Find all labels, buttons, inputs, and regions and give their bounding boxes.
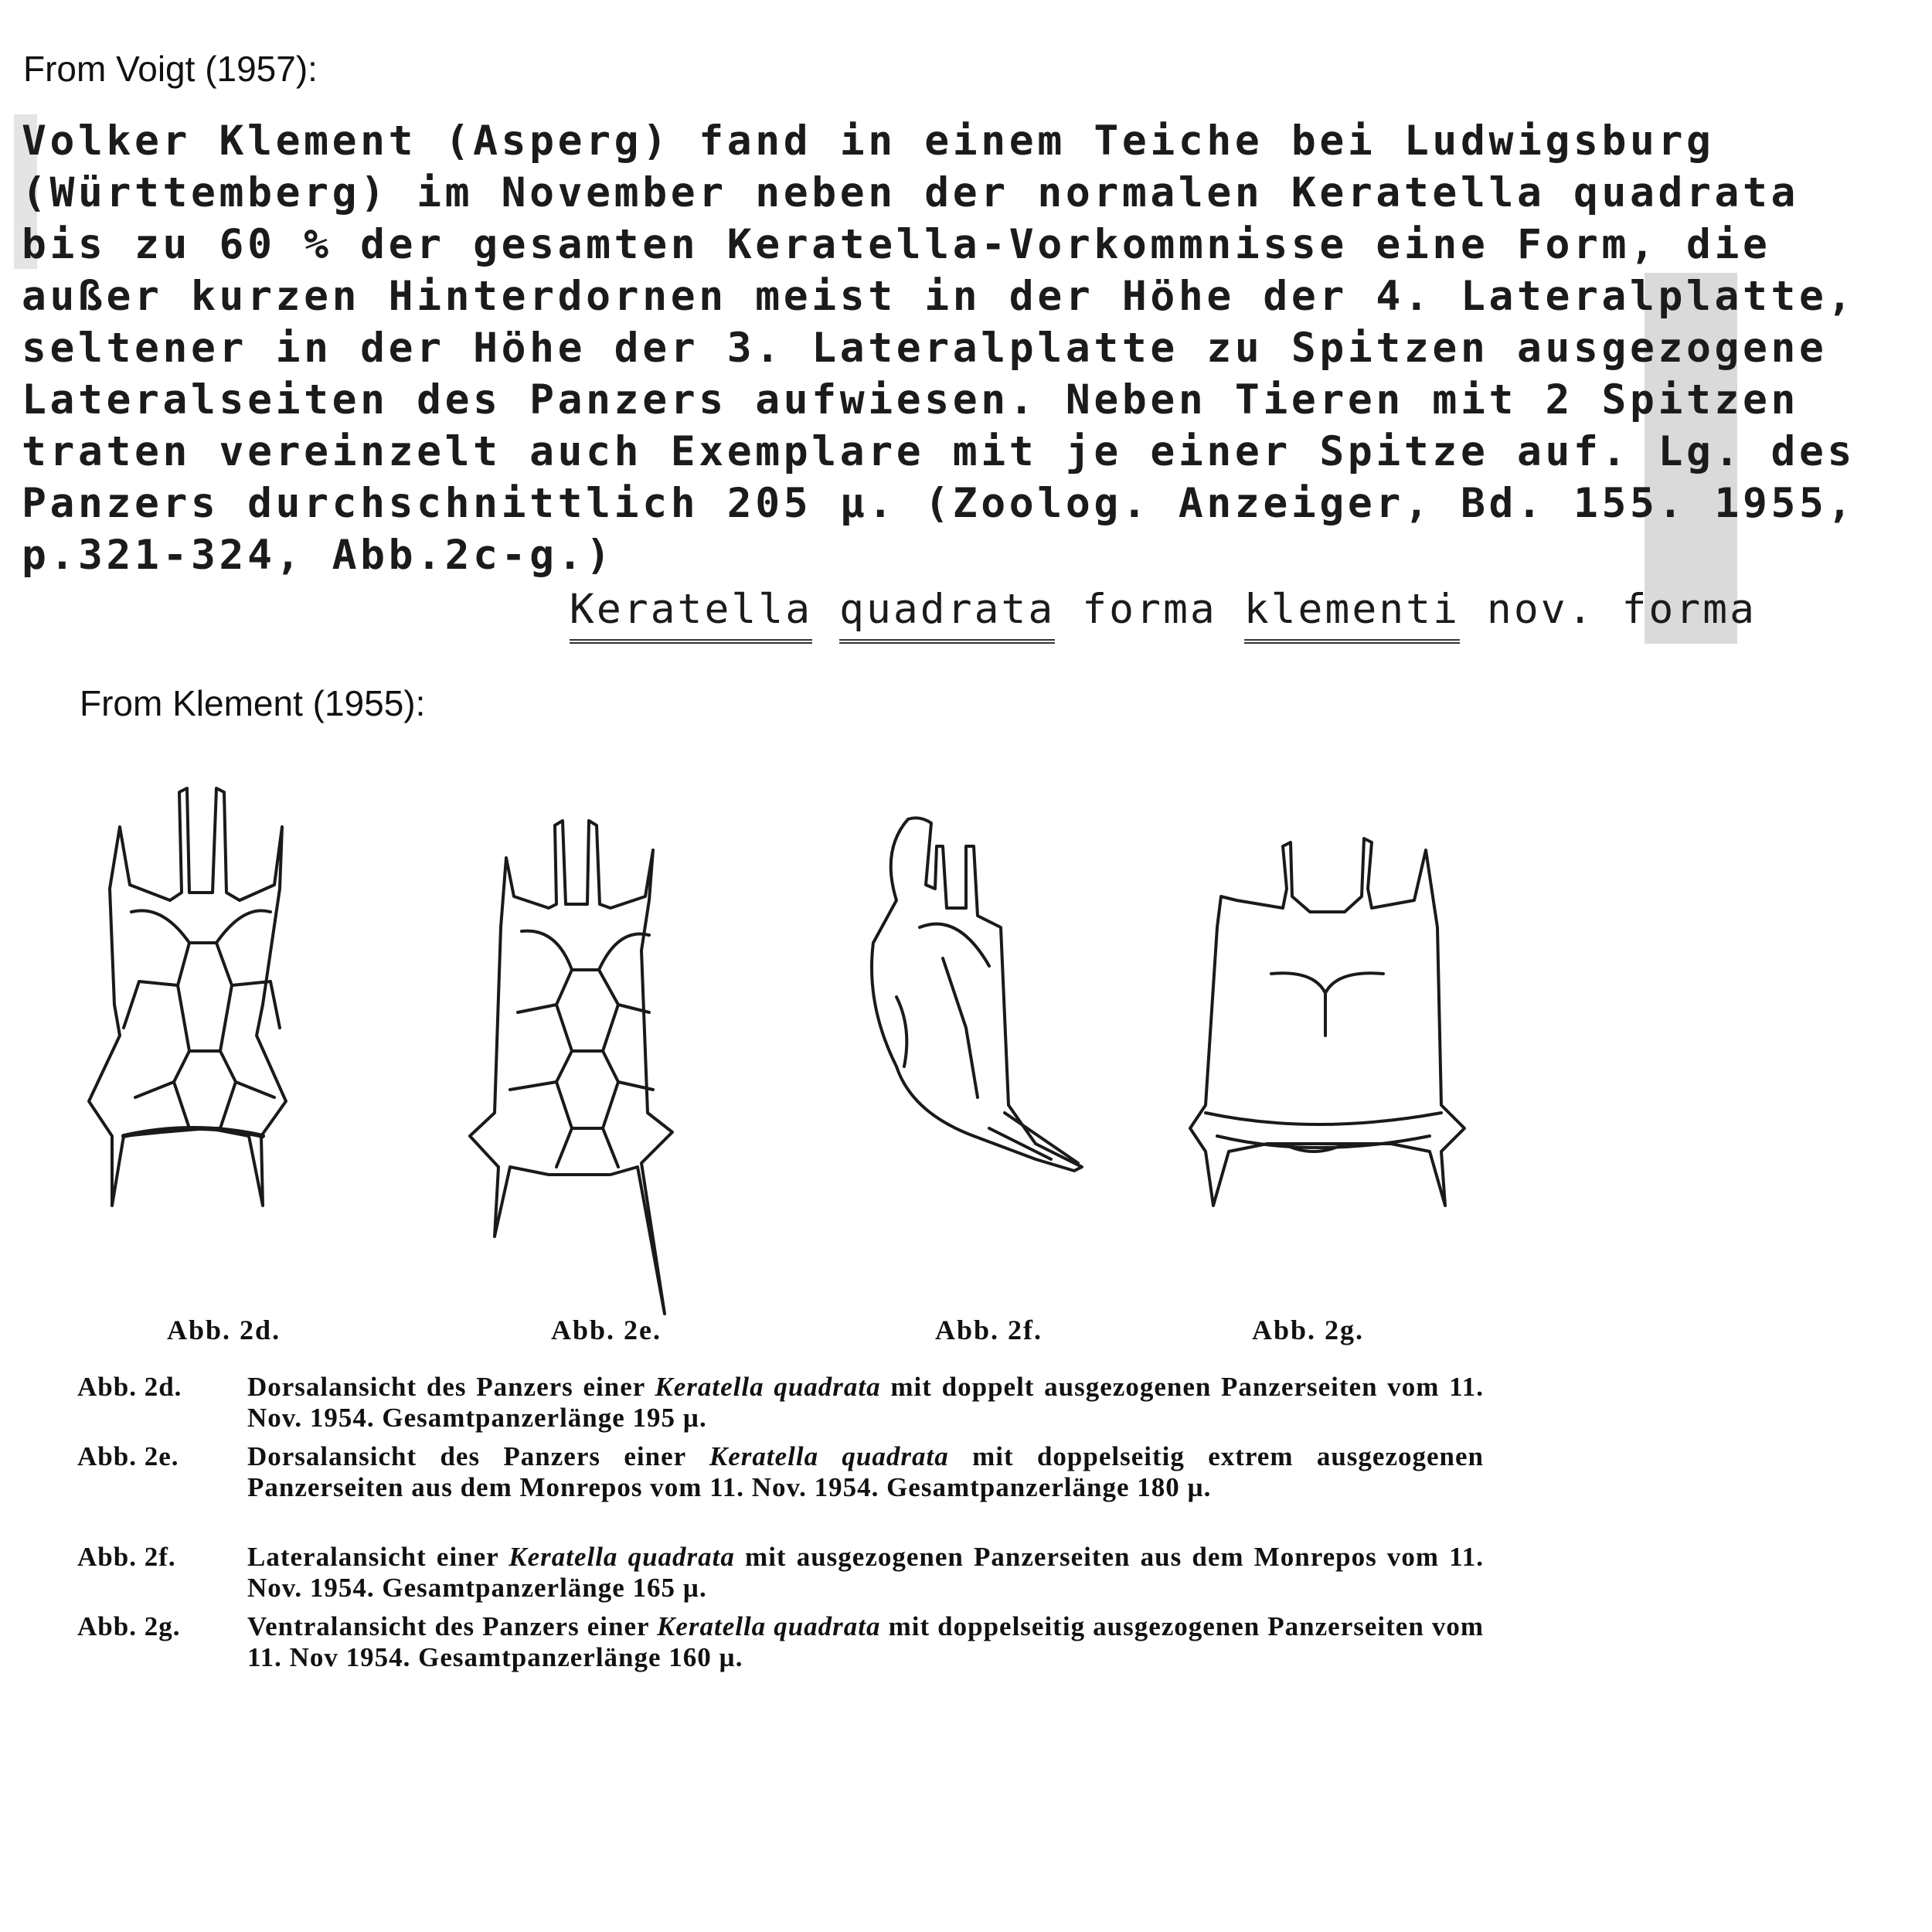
caption-2f-pre: Lateralansicht einer	[247, 1542, 509, 1572]
caption-2e	[77, 1441, 1484, 1503]
voigt-scan-block	[14, 114, 1856, 671]
caption-2f-post: mit ausgezogenen Panzerseiten aus dem Monrepos vom 11. Nov. 1954. Gesamtpanzerlänge 165 µ.	[247, 1542, 1484, 1603]
caption-2d-pre: Dorsalansicht des Panzers einer	[247, 1372, 655, 1402]
voigt-line-7: traten vereinzelt auch Exemplare mit je einer Spitze auf. Lg. des	[22, 428, 1856, 475]
caption-2g-head: Abb. 2g.	[77, 1611, 181, 1641]
caption-2e-post: mit doppelseitig extrem ausgezogenen Panzerseiten aus dem Monrepos vom 11. Nov. 1954. Gesamtpanzerlänge 180 µ.	[247, 1441, 1484, 1502]
figure-2g-drawing	[1190, 838, 1464, 1206]
voigt-line-8: Panzers durchschnittlich 205 µ. (Zoolog. Anzeiger, Bd. 155. 1955,	[22, 480, 1856, 527]
caption-2f-head: Abb. 2f.	[77, 1542, 176, 1572]
voigt-line-3: bis zu 60 % der gesamten Keratella-Vorkommnisse eine Form, die	[22, 221, 1771, 268]
caption-2d	[77, 1372, 1484, 1434]
voigt-line-6: Lateralseiten des Panzers aufwiesen. Neben Tieren mit 2 Spitzen	[22, 376, 1800, 423]
caption-2d-head: Abb. 2d.	[77, 1372, 182, 1402]
caption-2d-post: mit doppelt ausgezogenen Panzerseiten vom 11. Nov. 1954. Gesamtpanzerlänge 195 µ.	[247, 1372, 1484, 1433]
forma-species: quadrata	[839, 586, 1055, 644]
caption-2f	[77, 1542, 1484, 1604]
forma-epithet: klementi	[1244, 586, 1460, 644]
voigt-line-2: (Württemberg) im November neben der normalen Keratella quadrata	[22, 169, 1800, 216]
lorica-drawings-svg	[77, 773, 1522, 1329]
figure-label-2e: Abb. 2e.	[551, 1315, 662, 1345]
caption-2f-taxon: Keratella quadrata	[509, 1542, 735, 1572]
figure-label-2f: Abb. 2f.	[935, 1315, 1043, 1345]
figure-2f-drawing	[872, 818, 1082, 1171]
caption-2e-pre: Dorsalansicht des Panzers einer	[247, 1441, 709, 1471]
voigt-line-4: außer kurzen Hinterdornen meist in der Höhe der 4. Lateralplatte,	[22, 273, 1856, 320]
voigt-source-label: From Voigt (1957):	[23, 49, 318, 89]
figure-2e-drawing	[470, 821, 672, 1314]
caption-2d-taxon: Keratella quadrata	[655, 1372, 881, 1402]
caption-2e-taxon: Keratella quadrata	[709, 1441, 949, 1471]
voigt-line-1: Volker Klement (Asperg) fand in einem Teiche bei Ludwigsburg	[22, 117, 1715, 165]
voigt-line-9: p.321-324, Abb.2c-g.)	[22, 532, 614, 579]
caption-2e-head: Abb. 2e.	[77, 1441, 179, 1471]
figure-2d-drawing	[89, 788, 286, 1206]
caption-2g-pre: Ventralansicht des Panzers einer	[247, 1611, 657, 1641]
klement-source-label: From Klement (1955):	[80, 683, 426, 723]
figure-drawings	[77, 773, 1522, 1329]
forma-rank: forma	[1082, 586, 1217, 633]
forma-suffix: nov. forma	[1486, 586, 1757, 633]
caption-2g-post: mit doppelseitig ausgezogenen Panzerseiten vom 11. Nov 1954. Gesamtpanzerlänge 160 µ.	[247, 1611, 1484, 1672]
figure-label-2d: Abb. 2d.	[167, 1315, 281, 1345]
figure-label-2g: Abb. 2g.	[1252, 1315, 1365, 1345]
new-forma-name	[570, 586, 1757, 633]
voigt-line-5: seltener in der Höhe der 3. Lateralplatte zu Spitzen ausgezogene	[22, 325, 1828, 372]
forma-genus: Keratella	[570, 586, 812, 644]
caption-2g-taxon: Keratella quadrata	[656, 1611, 881, 1641]
caption-2g	[77, 1611, 1484, 1673]
